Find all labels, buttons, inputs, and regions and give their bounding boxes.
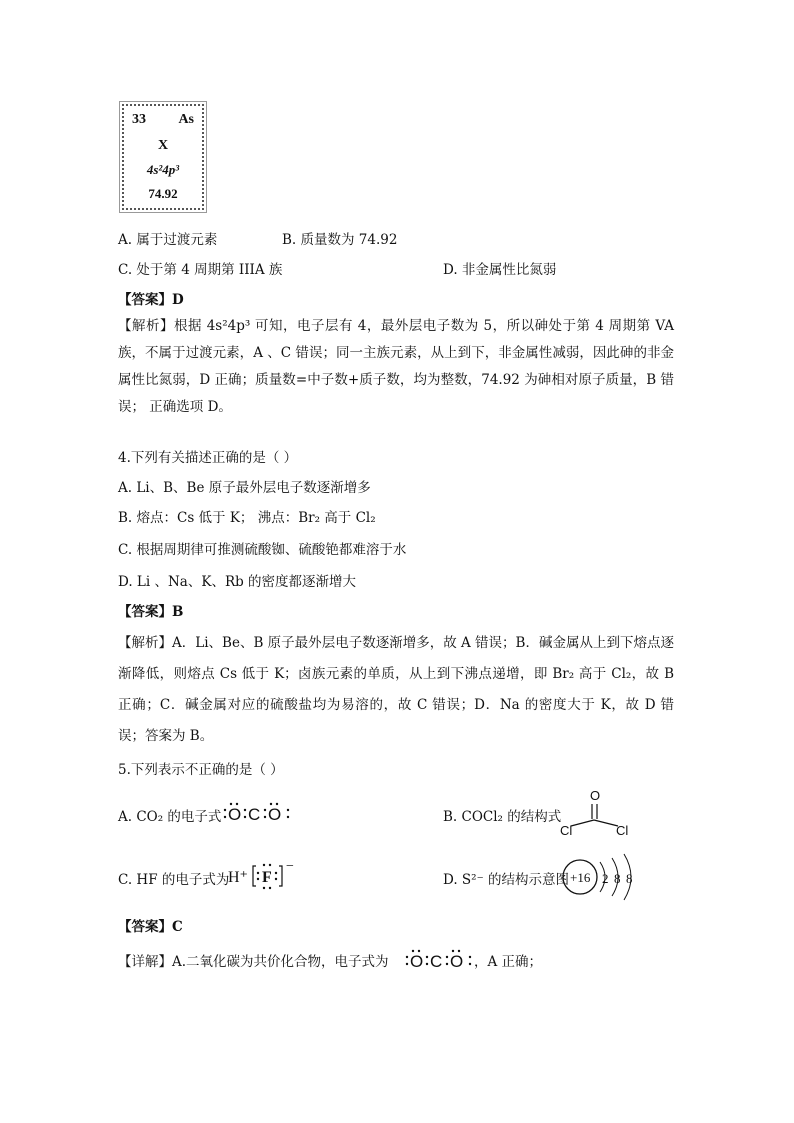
electron-config: 4s²4p³ (146, 162, 180, 177)
hf-charge: − (286, 860, 294, 874)
co2-lewis-structure-a (222, 798, 292, 828)
atomic-number: 33 (132, 112, 146, 127)
q5-answer: 【答案】C (118, 919, 183, 935)
q5-stem: 5.下列表示不正确的是（ ） (118, 762, 284, 778)
q5-option-d: D. S²⁻ 的结构示意图 (443, 872, 570, 888)
cocl2-oxygen: O (590, 788, 601, 803)
s2-nucleus-charge: +16 (570, 870, 591, 885)
element-name: X (157, 138, 169, 153)
q4-stem: 4.下列有关描述正确的是（ ） (118, 450, 298, 466)
q5-option-b: B. COCl₂ 的结构式 (443, 809, 562, 825)
s2-ion-structure-diagram (562, 850, 642, 904)
co2-o1: O (228, 805, 242, 824)
q4-analysis: 【解析】A．Li、Be、B 原子最外层电子数逐渐增多，故 A 错误；B．碱金属从上到下熔点逐渐降低，则熔点 Cs 低于 K；卤族元素的单质，从上到下沸点递增，即 Br₂ 高于 Cl₂，故 B 正确；C．碱金属对应的硫酸盐均为易溶的，故 C 错误；D．Na 的密度大于 K，故 D 错误；答案为 B。 (118, 635, 674, 744)
q4-option-d: D. Li 、Na、K、Rb 的密度都逐渐增大 (118, 574, 357, 590)
q3-answer: 【答案】D (118, 292, 184, 308)
q3-option-b: B. 质量数为 74.92 (282, 232, 398, 248)
s2-shell-2: 8 (614, 871, 621, 886)
q4-option-a: A. Li、B、Be 原子最外层电子数逐渐增多 (118, 480, 371, 496)
q5-option-a: A. CO₂ 的电子式 (118, 809, 222, 825)
q4-option-c: C. 根据周期律可推测硫酸铷、硫酸铯都难溶于水 (118, 542, 407, 558)
cocl2-chlorine-left: Cl (560, 823, 573, 838)
co2-detail-o1: O (410, 952, 424, 971)
q5-option-c: C. HF 的电子式为 (118, 872, 230, 888)
element-tile-arsenic (122, 104, 204, 210)
q3-option-d: D. 非金属性比氮弱 (443, 262, 557, 278)
q3-option-a: A. 属于过渡元素 (118, 232, 218, 248)
s2-shell-1: 2 (602, 871, 609, 886)
hf-hydrogen-ion: H⁺ (228, 869, 248, 886)
s2-shell-3: 8 (626, 871, 633, 886)
q3-analysis: 【解析】根据 4s²4p³ 可知，电子层有 4，最外层电子数为 5，所以砷处于第 4 周期第 VA 族，不属于过渡元素，A 、C 错误；同一主族元素，从上到下，非金属性减弱，因此砷的非金属性比氮弱，D 正确；质量数=中子数+质子数，均为整数，74.92 为砷相对原子质量，B 错误； 正确选项 D。 (118, 318, 674, 415)
atomic-mass: 74.92 (148, 186, 178, 201)
co2-c: C (248, 805, 261, 824)
q5-detail: 【详解】A.二氧化碳为共价化合物，电子式为 (118, 954, 389, 970)
q4-answer: 【答案】B (118, 604, 184, 620)
co2-o2: O (268, 805, 282, 824)
co2-detail-c: C (430, 952, 443, 971)
hf-electron-formula (226, 860, 298, 892)
hf-fluorine: F (262, 869, 272, 886)
q5-detail-end: ，A 正确； (474, 954, 543, 970)
q3-option-c: C. 处于第 4 周期第 IIIA 族 (118, 262, 283, 278)
co2-detail-o2: O (450, 952, 464, 971)
cocl2-chlorine-right: Cl (616, 823, 629, 838)
cocl2-structural-formula (556, 785, 640, 841)
element-symbol: As (178, 112, 194, 127)
co2-lewis-structure-detail (404, 945, 474, 975)
q4-option-b: B. 熔点：Cs 低于 K； 沸点：Br₂ 高于 Cl₂ (118, 510, 376, 526)
